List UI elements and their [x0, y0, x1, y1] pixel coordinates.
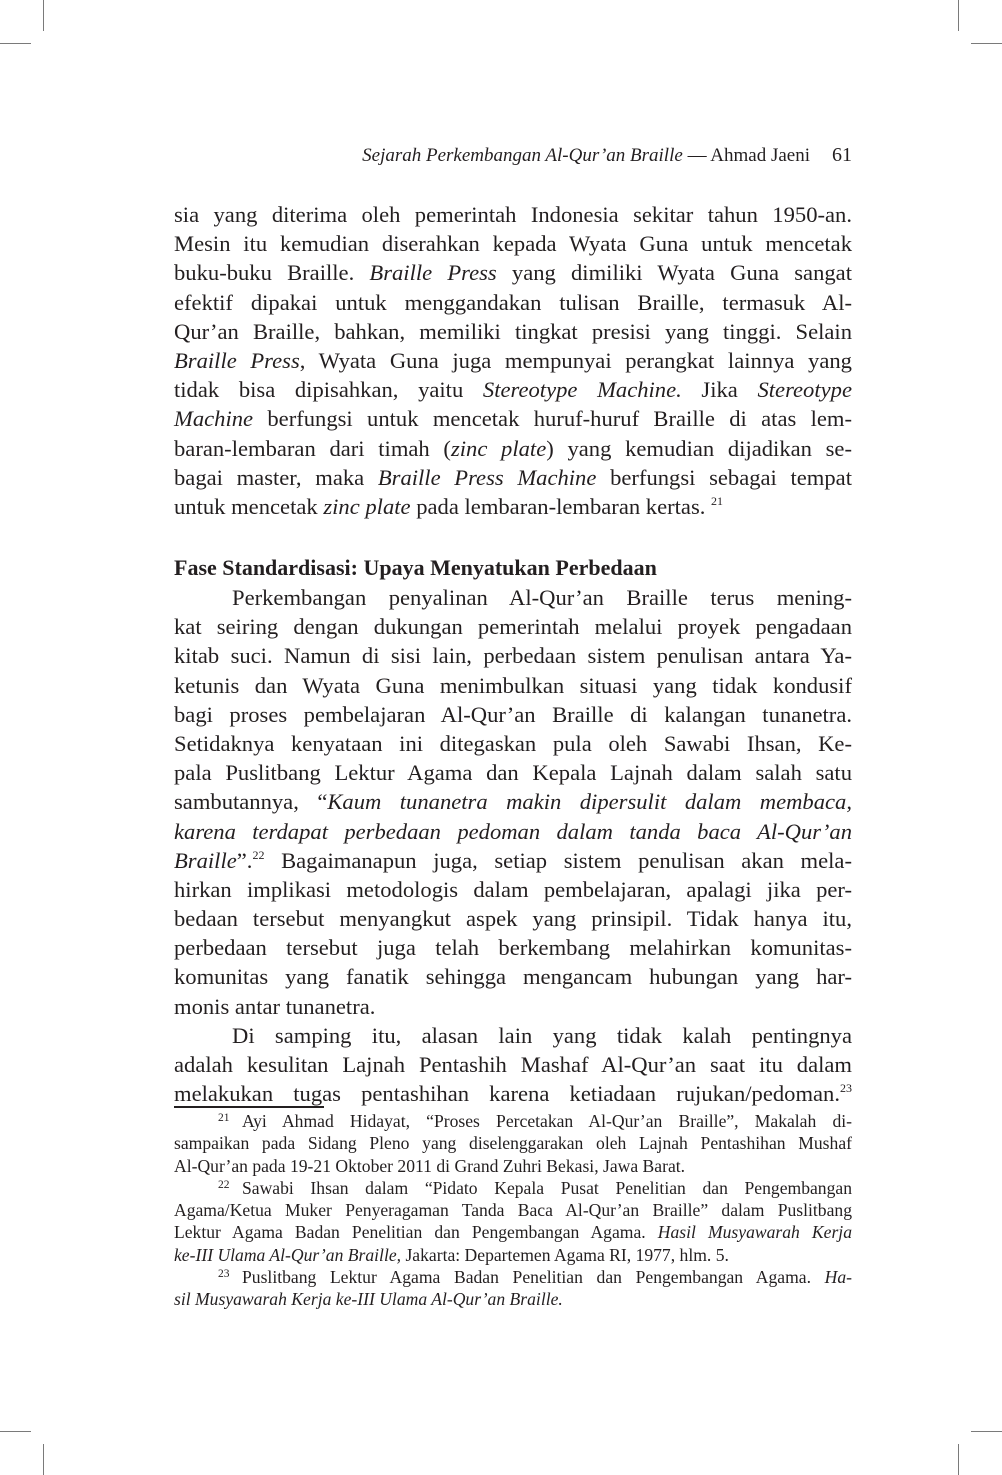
footnote-22	[174, 1177, 852, 1266]
text-line: Machine berfungsi untuk mencetak huruf-huruf Braille di atas lem-	[174, 406, 852, 432]
text-line: pala Puslitbang Lektur Agama dan Kepala Lajnah dalam salah satu	[174, 760, 852, 786]
page-number: 61	[832, 144, 852, 166]
footnote-line: 21 Ayi Ahmad Hidayat, “Proses Percetakan Al-Qur’an Braille”, Makalah di-	[218, 1111, 852, 1131]
text-line: komunitas yang fanatik sehingga mengancam hubungan yang har-	[174, 964, 852, 990]
text-line: perbedaan tersebut juga telah berkembang melahirkan komunitas-	[174, 935, 852, 961]
text-line: bagai master, maka Braille Press Machine berfungsi sebagai tempat	[174, 464, 852, 490]
text-line: Setidaknya kenyataan ini ditegaskan pula oleh Sawabi Ihsan, Ke-	[174, 730, 852, 756]
text-line: kitab suci. Namun di sisi lain, perbedaan sistem penulisan antara Ya-	[174, 643, 852, 669]
text-line: kat seiring dengan dukungan pemerintah melalui proyek pengadaan	[174, 614, 852, 640]
text-line: baran-lembaran dari timah (zinc plate) yang kemudian dijadikan se-	[174, 435, 852, 461]
section-heading: Fase Standardisasi: Upaya Menyatukan Perbedaan	[174, 555, 657, 580]
footnote-line: ke-III Ulama Al-Qur’an Braille, Jakarta: Departemen Agama RI, 1977, hlm. 5.	[174, 1244, 729, 1265]
text-line: Perkembangan penyalinan Al-Qur’an Braille terus mening-	[232, 585, 852, 610]
text-line: Braille Press, Wyata Guna juga mempunyai perangkat lainnya yang	[174, 347, 852, 373]
crop-mark-top-right-horizontal	[971, 43, 1002, 44]
paragraph-3	[174, 1021, 852, 1109]
text-line: monis antar tunanetra.	[174, 993, 376, 1019]
running-head-title: Sejarah Perkembangan Al-Qur’an Braille	[362, 145, 683, 166]
running-head-dash: —	[682, 145, 711, 166]
footnote-separator	[174, 1106, 324, 1108]
crop-mark-top-left-horizontal	[0, 43, 31, 44]
text-line: Braille”.$^{22}$ Bagaimanapun juga, setiap sistem penulisan akan mela-	[174, 847, 852, 873]
text-line: Qur’an Braille, bahkan, memiliki tingkat presisi yang tinggi. Selain	[174, 318, 852, 344]
footnote-line: Al-Qur’an pada 19-21 Oktober 2011 di Grand Zuhri Bekasi, Jawa Barat.	[174, 1155, 686, 1176]
crop-mark-top-right-vertical	[958, 0, 959, 31]
text-line: untuk mencetak zinc plate pada lembaran-lembaran kertas. $^{21}$	[174, 493, 724, 519]
footnote-line: 22 Sawabi Ihsan dalam “Pidato Kepala Pusat Penelitian dan Pengembangan	[218, 1177, 852, 1198]
footnote-line: sampaikan pada Sidang Pleno yang diselenggarakan oleh Lajnah Pentashihan Mushaf	[174, 1133, 852, 1154]
text-line: efektif dipakai untuk menggandakan tulisan Braille, termasuk Al-	[174, 289, 852, 315]
footnote-line: sil Musyawarah Kerja ke-III Ulama Al-Qur’an Braille.	[174, 1289, 563, 1310]
crop-mark-top-left-vertical	[43, 0, 44, 31]
text-line: ketunis dan Wyata Guna menimbulkan situasi yang tidak kondusif	[174, 672, 852, 698]
footnote-line: 23 Puslitbang Lektur Agama Badan Penelitian dan Pengembangan Agama. Ha-	[218, 1267, 852, 1288]
footnote-line: Lektur Agama Badan Penelitian dan Pengembangan Agama. Hasil Musyawarah Kerja	[174, 1222, 852, 1243]
footnote-ref-23[interactable]: 23	[840, 1081, 852, 1096]
footnote-line: Agama/Ketua Muker Penyeragaman Tanda Baca Al-Qur’an Braille” dalam Puslitbang	[174, 1200, 852, 1221]
running-head	[174, 142, 852, 169]
text-line: buku-buku Braille. Braille Press yang dimiliki Wyata Guna sangat	[174, 260, 852, 286]
text-line: sia yang diterima oleh pemerintah Indonesia sekitar tahun 1950-an.	[174, 202, 852, 227]
footnote-23	[174, 1266, 852, 1311]
text-line: melakukan tugas pentashihan karena ketiadaan rujukan/pedoman.$^{23}$	[174, 1081, 852, 1107]
crop-mark-bottom-left-horizontal	[0, 1431, 31, 1432]
text-line: sambutannya, “Kaum tunanetra makin dipersulit dalam membaca,	[174, 789, 852, 815]
footnote-ref-22[interactable]: 22	[252, 847, 265, 862]
crop-mark-bottom-right-horizontal	[971, 1431, 1002, 1432]
section-heading-block	[174, 553, 852, 582]
paragraph-1	[174, 200, 852, 521]
text-line: karena terdapat perbedaan pedoman dalam tanda baca Al-Qur’an	[174, 818, 852, 844]
paragraph-2	[174, 583, 852, 1021]
text-line: bagi proses pembelajaran Al-Qur’an Braille di kalangan tunanetra.	[174, 701, 852, 727]
crop-mark-bottom-right-vertical	[958, 1444, 959, 1475]
text-line: Di samping itu, alasan lain yang tidak kalah pentingnya	[232, 1023, 852, 1048]
text-line: hirkan implikasi metodologis dalam pembelajaran, apalagi jika per-	[174, 876, 852, 902]
footnote-21	[174, 1110, 852, 1177]
footnote-ref-21[interactable]: 21	[711, 493, 724, 508]
running-head-author: Ahmad Jaeni	[710, 145, 810, 166]
text-line: tidak bisa dipisahkan, yaitu Stereotype Machine. Jika Stereotype	[174, 377, 852, 403]
crop-mark-bottom-left-vertical	[43, 1444, 44, 1475]
footnotes	[174, 1110, 852, 1311]
text-line: bedaan tersebut menyangkut aspek yang prinsipil. Tidak hanya itu,	[174, 906, 852, 932]
text-line: Mesin itu kemudian diserahkan kepada Wyata Guna untuk mencetak	[174, 231, 852, 257]
text-line: adalah kesulitan Lajnah Pentashih Mashaf Al-Qur’an saat itu dalam	[174, 1052, 852, 1078]
